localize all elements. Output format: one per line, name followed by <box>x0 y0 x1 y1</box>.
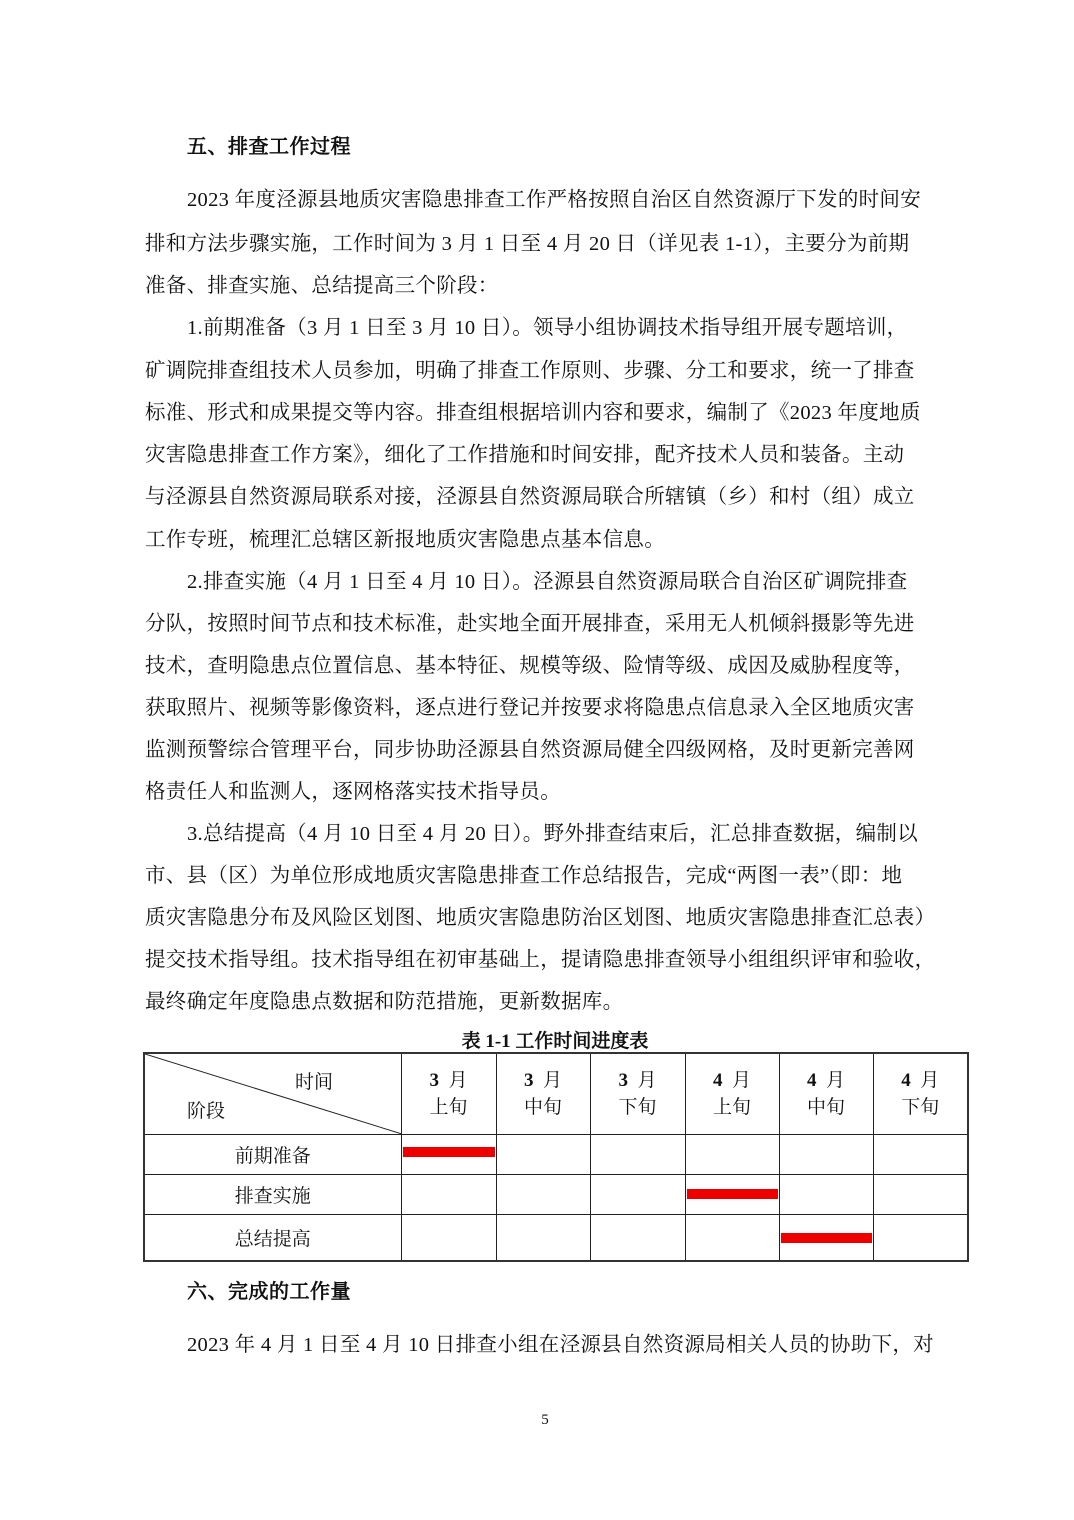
text-line: 准备、排查实施、总结提高三个阶段： <box>145 275 499 297</box>
text-line: 最终确定年度隐患点数据和防范措施，更新数据库。 <box>145 991 624 1013</box>
stage-cell: 总结提高 <box>144 1215 401 1262</box>
text-line: 提交技术指导组。技术指导组在初审基础上，提请隐患排查领导小组组织评审和验收， <box>145 949 936 971</box>
text-line: 工作专班，梳理汇总辖区新报地质灾害隐患点基本信息。 <box>145 529 665 551</box>
text-line: 排和方法步骤实施，工作时间为 3 月 1 日至 4 月 20 日（详见表 1-1），主要分为前期 <box>145 233 910 255</box>
table-caption: 表 1-1 工作时间进度表 <box>461 1031 649 1052</box>
period-cell <box>401 1215 496 1262</box>
period-cell <box>496 1215 590 1262</box>
month-number: 3 <box>523 1070 534 1091</box>
month-unit: 月 <box>731 1070 751 1091</box>
period-cell <box>401 1175 496 1215</box>
text-line: 格责任人和监测人，逐网格落实技术指导员。 <box>145 781 561 803</box>
text-line: 灾害隐患排查工作方案》，细化了工作措施和时间安排，配齐技术人员和装备。主动 <box>145 444 905 466</box>
stage-cell: 前期准备 <box>144 1135 401 1175</box>
period-label: 上旬 <box>712 1097 751 1118</box>
table-header-row <box>144 1053 968 1135</box>
column-header <box>590 1053 685 1135</box>
month-number: 4 <box>901 1070 911 1091</box>
text-line: 2023 年度泾源县地质灾害隐患排查工作严格按照自治区自然资源厅下发的时间安 <box>187 189 922 211</box>
column-header <box>873 1053 968 1135</box>
period-cell <box>401 1135 496 1175</box>
text-line: 技术，查明隐患点位置信息、基本特征、规模等级、险情等级、成因及威胁程度等， <box>145 655 915 677</box>
schedule-bar <box>687 1189 778 1199</box>
stage-label: 阶段 <box>187 1101 226 1122</box>
period-label: 下旬 <box>618 1097 657 1118</box>
column-header <box>496 1053 590 1135</box>
text-line: 监测预警综合管理平台，同步协助泾源县自然资源局健全四级网格，及时更新完善网 <box>145 739 915 761</box>
text-line: 2023 年 4 月 1 日至 4 月 10 日排查小组在泾源县自然资源局相关人员的协助下，对 <box>187 1334 934 1356</box>
section5-heading: 五、排查工作过程 <box>187 136 351 158</box>
month-number: 3 <box>429 1070 439 1091</box>
period-cell <box>685 1215 779 1262</box>
month-unit: 月 <box>448 1070 468 1091</box>
table-row <box>144 1175 968 1215</box>
period-label: 上旬 <box>429 1097 468 1118</box>
schedule-bar <box>403 1147 495 1157</box>
period-cell <box>496 1175 590 1215</box>
period-cell <box>590 1135 685 1175</box>
month-number: 3 <box>618 1070 628 1091</box>
period-cell <box>685 1135 779 1175</box>
text-line: 标准、形式和成果提交等内容。排查组根据培训内容和要求，编制了《2023 年度地质 <box>145 402 921 424</box>
period-cell <box>779 1175 873 1215</box>
text-line: 市、县（区）为单位形成地质灾害隐患排查工作总结报告，完成“两图一表”（即：地 <box>145 865 903 887</box>
corner-header-cell <box>144 1053 401 1135</box>
column-header <box>685 1053 779 1135</box>
period-cell <box>496 1135 590 1175</box>
period-cell <box>685 1175 779 1215</box>
month-number: 4 <box>712 1070 723 1091</box>
month-unit: 月 <box>637 1070 657 1091</box>
page-number: 5 <box>541 1412 549 1428</box>
stage-cell: 排查实施 <box>144 1175 401 1215</box>
month-number: 4 <box>806 1070 817 1091</box>
text-line: 3.总结提高（4 月 10 日至 4 月 20 日）。野外排查结束后，汇总排查数据，编制以 <box>187 823 918 845</box>
period-cell <box>873 1215 968 1262</box>
section6-heading: 六、完成的工作量 <box>187 1281 351 1303</box>
text-line: 1.前期准备（3 月 1 日至 3 月 10 日）。领导小组协调技术指导组开展专题培训， <box>187 317 908 339</box>
diagonal-divider <box>145 1054 402 1134</box>
schedule-table <box>143 1052 969 1262</box>
period-label: 中旬 <box>523 1097 562 1118</box>
period-label: 下旬 <box>901 1097 940 1118</box>
text-line: 矿调院排查组技术人员参加，明确了排查工作原则、步骤、分工和要求，统一了排查 <box>145 360 915 382</box>
time-label: 时间 <box>295 1072 334 1093</box>
period-cell <box>590 1215 685 1262</box>
text-line: 与泾源县自然资源局联系对接，泾源县自然资源局联合所辖镇（乡）和村（组）成立 <box>145 486 915 508</box>
schedule-bar <box>781 1233 872 1243</box>
period-label: 中旬 <box>806 1097 845 1118</box>
month-unit: 月 <box>920 1070 940 1091</box>
table-row <box>144 1215 968 1262</box>
period-cell <box>779 1215 873 1262</box>
text-line: 获取照片、视频等影像资料，逐点进行登记并按要求将隐患点信息录入全区地质灾害 <box>145 697 915 719</box>
column-header <box>401 1053 496 1135</box>
period-cell <box>779 1135 873 1175</box>
text-line: 分队，按照时间节点和技术标准，赴实地全面开展排查，采用无人机倾斜摄影等先进 <box>145 613 915 635</box>
period-cell <box>590 1175 685 1215</box>
text-line: 2.排查实施（4 月 1 日至 4 月 10 日）。泾源县自然资源局联合自治区矿调院排查 <box>187 571 908 593</box>
column-header <box>779 1053 873 1135</box>
period-cell <box>873 1175 968 1215</box>
table-row <box>144 1135 968 1175</box>
text-line: 质灾害隐患分布及风险区划图、地质灾害隐患防治区划图、地质灾害隐患排查汇总表） <box>145 907 936 929</box>
month-unit: 月 <box>825 1070 845 1091</box>
period-cell <box>873 1135 968 1175</box>
month-unit: 月 <box>542 1070 562 1091</box>
